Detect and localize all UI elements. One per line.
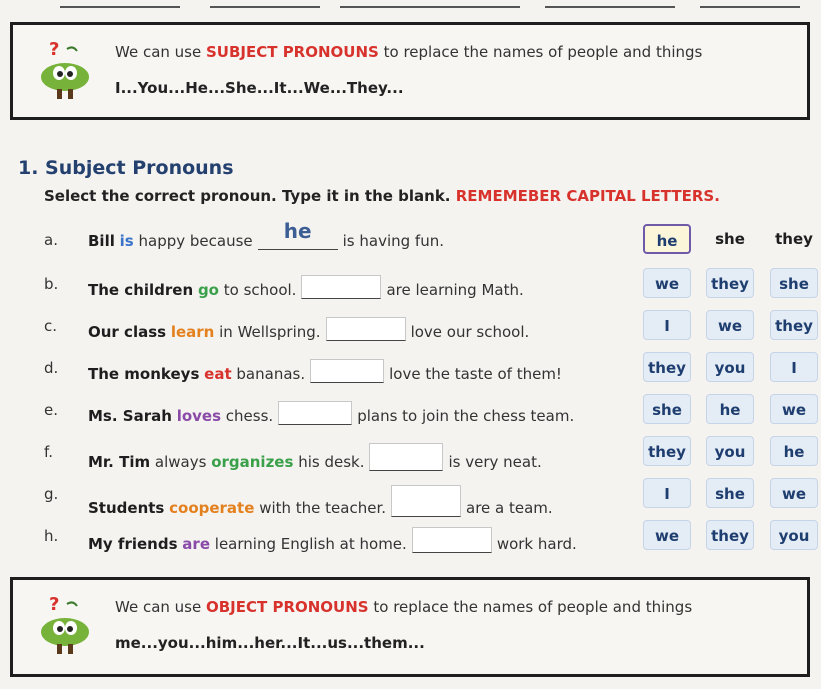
row-letter: d. [44, 359, 59, 377]
exercise-row-c [0, 308, 821, 346]
sentence: Students cooperate with the teacher. are a team. [88, 485, 553, 517]
exercise-row-a [0, 219, 821, 260]
sentence: The monkeys eat bananas. love the taste of them! [88, 359, 562, 383]
choice-he[interactable]: he [770, 436, 818, 466]
sentence: Ms. Sarah loves chess. plans to join the chess team. [88, 401, 574, 425]
choice-she[interactable]: she [715, 230, 745, 248]
instruction-text: Select the correct pronoun. Type it in the blank. REMEMEBER CAPITAL LETTERS. [44, 187, 720, 205]
object-pronoun-list: me...you...him...her...It...us...them... [115, 634, 425, 652]
mascot-icon [33, 594, 97, 658]
svg-text:?: ? [49, 39, 60, 60]
object-pronoun-rule: We can use OBJECT PRONOUNS to replace the names of people and things [115, 598, 693, 616]
row-letter: e. [44, 401, 58, 419]
row-letter: f. [44, 443, 53, 461]
row-letter: c. [44, 317, 58, 335]
answer-text: he [283, 219, 312, 243]
object-pronoun-info-box [10, 577, 810, 677]
choice-we[interactable]: we [643, 268, 691, 298]
choice-they[interactable]: they [770, 310, 818, 340]
choice-you[interactable]: you [706, 436, 754, 466]
choice-we[interactable]: we [770, 478, 818, 508]
answer-blank[interactable] [391, 485, 461, 517]
sentence: My friends are learning English at home. work hard. [88, 527, 577, 553]
choice-she[interactable]: she [706, 478, 754, 508]
choice-we[interactable]: we [770, 394, 818, 424]
choice-we[interactable]: we [643, 520, 691, 550]
choice-you[interactable]: you [770, 520, 818, 550]
choice-i[interactable]: I [770, 352, 818, 382]
choice-he[interactable]: he [706, 394, 754, 424]
top-decorative-lines [0, 6, 821, 10]
choice-they[interactable]: they [706, 268, 754, 298]
subject-pronoun-list: I...You...He...She...It...We...They... [115, 79, 404, 97]
choice-they[interactable]: they [775, 230, 813, 248]
sentence: Bill is happy because he is having fun. [88, 219, 444, 250]
row-letter: b. [44, 275, 59, 293]
row-letter: h. [44, 527, 59, 545]
choice-they[interactable]: they [643, 352, 691, 382]
svg-text:?: ? [49, 594, 60, 615]
choice-i[interactable]: I [643, 478, 691, 508]
exercise-row-g [0, 476, 821, 517]
choice-she[interactable]: she [643, 394, 691, 424]
sentence: The children go to school. are learning Math. [88, 275, 524, 299]
choice-they[interactable]: they [643, 436, 691, 466]
mascot-icon [33, 39, 97, 103]
choice-they[interactable]: they [706, 520, 754, 550]
answer-blank[interactable] [278, 401, 352, 425]
exercise-row-e [0, 392, 821, 430]
answer-blank[interactable] [369, 443, 443, 471]
answer-blank[interactable] [258, 219, 338, 250]
sentence: Mr. Tim always organizes his desk. is very neat. [88, 443, 542, 471]
row-letter: g. [44, 485, 59, 503]
exercise-row-h [0, 518, 821, 556]
answer-blank[interactable] [310, 359, 384, 383]
choice-we[interactable]: we [706, 310, 754, 340]
exercise-row-b [0, 266, 821, 304]
subject-pronoun-info-box [10, 22, 810, 120]
answer-blank[interactable] [326, 317, 406, 341]
choice-you[interactable]: you [706, 352, 754, 382]
sentence: Our class learn in Wellspring. love our school. [88, 317, 529, 341]
exercise-row-d [0, 350, 821, 388]
choice-she[interactable]: she [770, 268, 818, 298]
subject-pronoun-rule: We can use SUBJECT PRONOUNS to replace the names of people and things [115, 43, 703, 61]
row-letter: a. [44, 231, 58, 249]
choice-i[interactable]: I [643, 310, 691, 340]
exercise-row-f [0, 434, 821, 472]
section-title: 1. Subject Pronouns [18, 157, 234, 179]
answer-blank[interactable] [412, 527, 492, 553]
answer-blank[interactable] [301, 275, 381, 299]
choice-he[interactable]: he [643, 224, 691, 254]
